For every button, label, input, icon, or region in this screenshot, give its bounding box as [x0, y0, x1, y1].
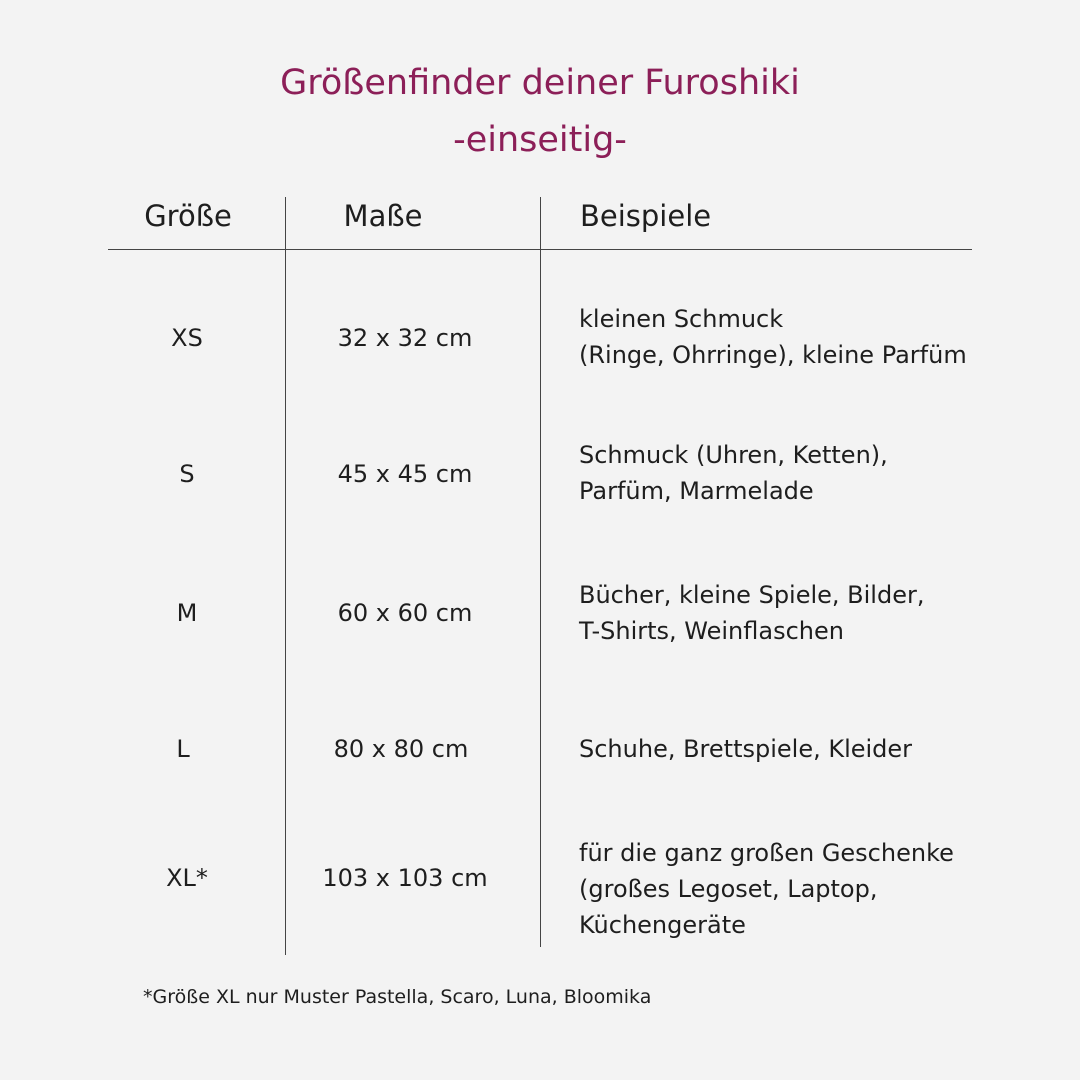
column-divider-2 [540, 197, 541, 947]
table-cell-size: L [176, 735, 190, 763]
table-cell-dimensions: 32 x 32 cm [337, 324, 473, 352]
table-cell-dimensions: 60 x 60 cm [337, 599, 473, 627]
column-header-examples: Beispiele [580, 199, 712, 233]
table-cell-dimensions: 80 x 80 cm [333, 735, 469, 763]
table-cell-size: XL* [166, 864, 208, 892]
table-cell-examples: für die ganz großen Geschenke (großes Legoset, Laptop, Küchengeräte [579, 839, 954, 939]
table-cell-size: XS [171, 324, 203, 352]
column-divider-1 [285, 197, 286, 955]
page-subtitle: -einseitig- [453, 120, 627, 160]
column-header-dimensions: Maße [343, 199, 423, 233]
table-cell-size: S [179, 460, 195, 488]
table-cell-examples: Bücher, kleine Spiele, Bilder, T-Shirts, Weinflaschen [579, 581, 925, 645]
column-header-size: Größe [144, 199, 232, 233]
table-cell-examples: Schmuck (Uhren, Ketten), Parfüm, Marmelade [579, 441, 888, 505]
page-title: Größenfinder deiner Furoshiki [280, 63, 800, 103]
table-cell-dimensions: 103 x 103 cm [322, 864, 488, 892]
footnote: *Größe XL nur Muster Pastella, Scaro, Luna, Bloomika [143, 986, 652, 1008]
table-cell-examples: Schuhe, Brettspiele, Kleider [579, 735, 913, 763]
table-cell-dimensions: 45 x 45 cm [337, 460, 473, 488]
table-cell-size: M [176, 599, 198, 627]
table-cell-examples: kleinen Schmuck (Ringe, Ohrringe), kleine Parfüm [579, 305, 967, 369]
